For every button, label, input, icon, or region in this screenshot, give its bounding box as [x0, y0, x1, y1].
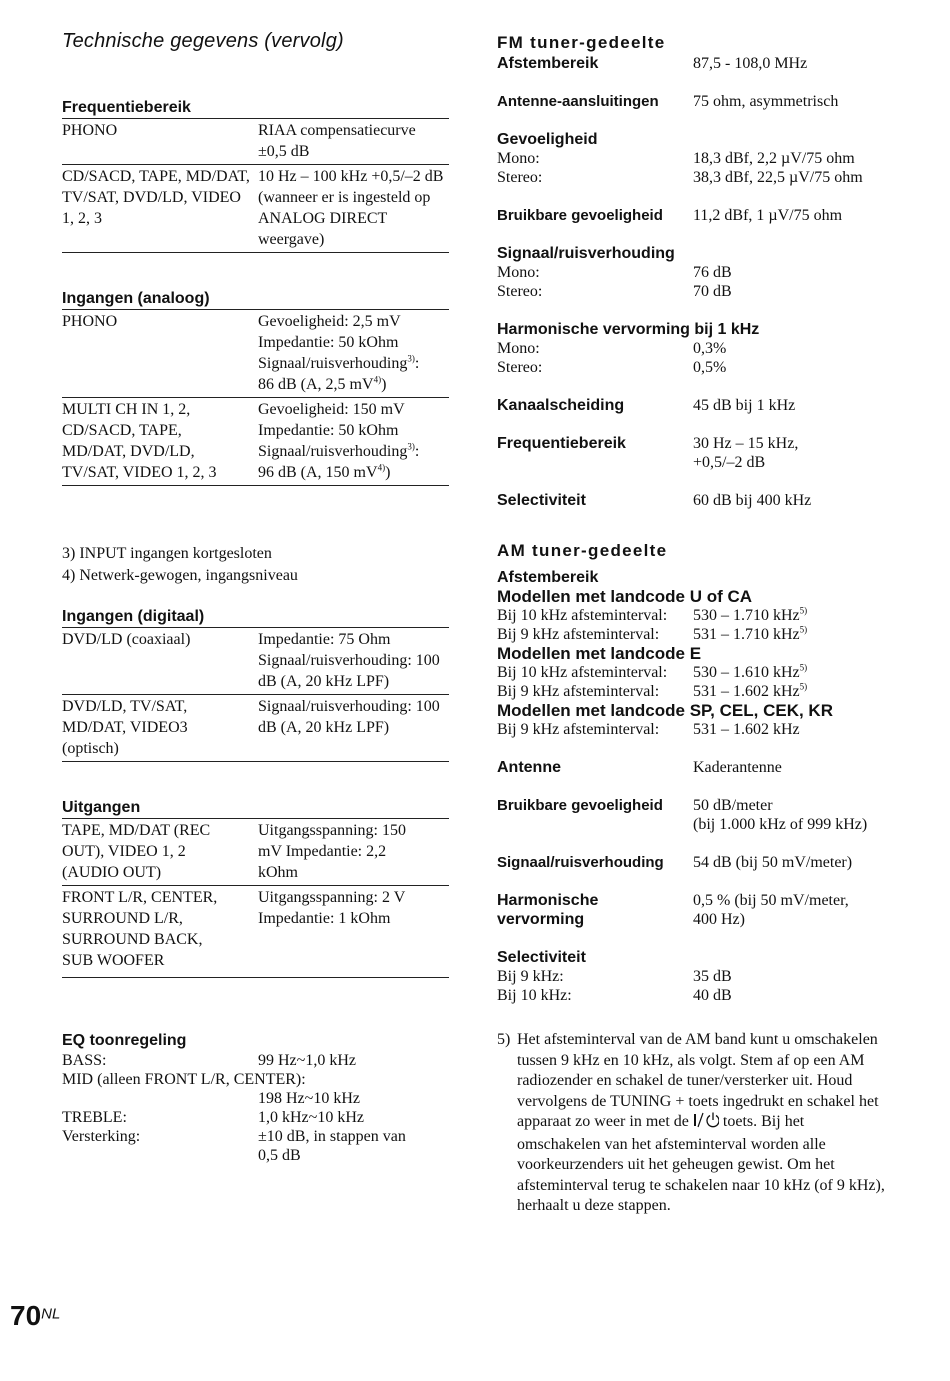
- footnotes: [62, 543, 449, 587]
- row-label: MULTI CH IN 1, 2, CD/SACD, TAPE, MD/DAT, DVD/LD, TV/SAT, VIDEO 1, 2, 3: [62, 401, 217, 481]
- spec-label: BASS:: [62, 1052, 107, 1069]
- row-label: PHONO: [62, 313, 118, 330]
- spec-value: 18,3 dBf, 2,2 µV/75 ohm: [693, 150, 855, 167]
- spec-row: [497, 434, 897, 472]
- row-label: TAPE, MD/DAT (REC OUT), VIDEO 1, 2 (AUDIO OUT): [62, 822, 211, 881]
- value-text: :: [414, 355, 420, 372]
- footnote-ref: 3): [407, 353, 415, 364]
- value-line: +0,5/–2 dB: [693, 454, 766, 471]
- value-text: ): [385, 464, 391, 481]
- value-text: 530 – 1.610 kHz: [693, 664, 800, 681]
- value-text: 86 dB (A, 2,5 mV: [258, 376, 374, 393]
- spec-label: Frequentiebereik: [497, 435, 626, 452]
- spec-value: 198 Hz~10 kHz: [258, 1090, 360, 1107]
- spec-value: Kaderantenne: [693, 759, 782, 776]
- footnote-number: 5): [497, 1031, 511, 1048]
- spec-value: [693, 682, 897, 701]
- row-value: Uitgangsspanning: 150 mV Impedantie: 2,2 kOhm: [258, 822, 406, 881]
- spec-line: [62, 1070, 449, 1089]
- value-line: (bij 1.000 kHz of 999 kHz): [693, 816, 868, 833]
- value-line: [258, 353, 449, 374]
- page-number-value: 70: [10, 1300, 42, 1331]
- value-line: Impedantie: 50 kOhm: [258, 334, 399, 351]
- spec-label: Bij 10 kHz afsteminterval:: [497, 664, 668, 681]
- spec-label: Bij 9 kHz afsteminterval:: [497, 626, 660, 643]
- footnote-ref: 5): [799, 662, 808, 673]
- value-text: Signaal/ruisverhouding: [258, 355, 408, 372]
- spec-line: [62, 1127, 449, 1165]
- page-language: NL: [41, 1305, 61, 1323]
- row-label: CD/SACD, TAPE, MD/DAT, TV/SAT, DVD/LD, VIDEO 1, 2, 3: [62, 168, 250, 227]
- spec-line: [497, 986, 897, 1005]
- spec-value: 70 dB: [693, 283, 732, 300]
- subsection-heading: Gevoeligheid: [497, 131, 598, 148]
- value-line: Gevoeligheid: 150 mV: [258, 401, 405, 418]
- footnote-text: [517, 1030, 889, 1217]
- spec-value: 0,3%: [693, 340, 727, 357]
- row-value: Signaal/ruisverhouding: 100 dB (A, 20 kHz LPF): [258, 698, 440, 736]
- section-heading: Uitgangen: [62, 799, 141, 816]
- row-value: 10 Hz – 100 kHz +0,5/–2 dB (wanneer er is ingesteld op ANALOG DIRECT weergave): [258, 168, 444, 248]
- spec-label: Stereo:: [497, 283, 543, 300]
- spec-row: [497, 396, 897, 415]
- section-title: FM tuner-gedeelte: [497, 33, 666, 52]
- spec-label: Bij 9 kHz afsteminterval:: [497, 683, 660, 700]
- spec-line: [497, 720, 897, 739]
- spec-row: [497, 206, 897, 225]
- spec-table: [62, 818, 449, 978]
- table-row: [62, 628, 449, 695]
- spec-value: 40 dB: [693, 987, 732, 1004]
- spec-label: [497, 891, 693, 929]
- spec-line: [497, 149, 897, 168]
- text-part: Het afsteminterval van de AM band kunt u omschakelen tussen 9 kHz en 10 kHz, als volgt. Stem af op een AM radiozender en schakel de tuner/versterker uit. Houd vervolgens de TUNING + toets ingedrukt en schakel het apparaat zo weer in met de: [517, 1031, 879, 1130]
- value-text: Signaal/ruisverhouding: [258, 443, 408, 460]
- spec-value: [693, 796, 897, 834]
- spec-value: 54 dB (bij 50 mV/meter): [693, 854, 853, 871]
- footnote-ref: 4): [373, 374, 382, 385]
- spec-label: MID (alleen FRONT L/R, CENTER):: [62, 1071, 306, 1088]
- spec-line: [497, 282, 897, 301]
- section-title: AM tuner-gedeelte: [497, 541, 668, 560]
- spec-label: Signaal/ruisverhouding: [497, 854, 664, 871]
- am-section: [497, 540, 897, 1005]
- outputs-section: [62, 798, 449, 978]
- row-label: DVD/LD (coaxiaal): [62, 631, 191, 648]
- spec-line: [497, 663, 897, 682]
- spec-row: [497, 92, 897, 111]
- table-row: [62, 398, 449, 486]
- spec-value: 38,3 dBf, 22,5 µV/75 ohm: [693, 169, 863, 186]
- spec-row: [497, 853, 897, 872]
- value-line: [258, 441, 449, 462]
- spec-table: [62, 309, 449, 486]
- spec-value: [693, 891, 897, 929]
- spec-label: Mono:: [497, 150, 540, 167]
- table-row: [62, 819, 449, 886]
- spec-value: 75 ohm, asymmetrisch: [693, 93, 839, 110]
- spec-label: Bij 10 kHz afsteminterval:: [497, 607, 668, 624]
- value-line: [258, 374, 449, 395]
- spec-value: 0,5%: [693, 359, 727, 376]
- subsection-heading: Afstembereik: [497, 569, 599, 586]
- spec-value: 35 dB: [693, 968, 732, 985]
- value-line: 0,5 % (bij 50 mV/meter,: [693, 892, 849, 909]
- footnote-ref: 3): [407, 441, 415, 452]
- spec-row: [497, 891, 897, 929]
- spec-label: Mono:: [497, 340, 540, 357]
- footnote-ref: 5): [799, 624, 808, 635]
- spec-value: 45 dB bij 1 kHz: [693, 397, 796, 414]
- subsection-heading: Modellen met landcode U of CA: [497, 587, 753, 606]
- footnote-ref: 5): [799, 605, 808, 616]
- section-heading: EQ toonregeling: [62, 1032, 187, 1049]
- page-number: [10, 1300, 60, 1332]
- spec-value: [693, 434, 897, 472]
- subsection-heading: Signaal/ruisverhouding: [497, 245, 675, 262]
- spec-label: Afstembereik: [497, 55, 599, 72]
- row-value: [258, 399, 449, 483]
- subsection-heading: Modellen met landcode SP, CEL, CEK, KR: [497, 701, 833, 720]
- section-heading: Frequentiebereik: [62, 99, 191, 116]
- table-row: [62, 165, 449, 253]
- subsection-heading: Selectiviteit: [497, 949, 586, 966]
- footnote: 4) Netwerk-gewogen, ingangsniveau: [62, 567, 298, 584]
- spec-label: Antenne-aansluitingen: [497, 93, 659, 110]
- footnote-body: [497, 1030, 889, 1217]
- spec-row: [497, 491, 897, 510]
- spec-value: 1,0 kHz~10 kHz: [258, 1109, 364, 1126]
- spec-value: 99 Hz~1,0 kHz: [258, 1052, 356, 1069]
- label-line: Harmonische: [497, 892, 599, 909]
- table-row: [62, 695, 449, 762]
- subsection-heading: Modellen met landcode E: [497, 644, 702, 663]
- section-heading: Ingangen (digitaal): [62, 608, 205, 625]
- subsection-heading: Harmonische vervorming bij 1 kHz: [497, 321, 760, 338]
- digital-inputs-section: [62, 607, 449, 762]
- fm-section: [497, 32, 897, 510]
- spec-label: Bij 9 kHz afsteminterval:: [497, 721, 660, 738]
- value-line: 400 Hz): [693, 911, 745, 928]
- spec-line: [497, 606, 897, 625]
- spec-value: [693, 606, 897, 625]
- label-line: vervorming: [497, 911, 585, 928]
- spec-line: [62, 1089, 449, 1108]
- footnote-5: [497, 1030, 889, 1217]
- spec-value: 87,5 - 108,0 MHz: [693, 55, 808, 72]
- spec-value: [693, 625, 897, 644]
- spec-label: Bij 10 kHz:: [497, 987, 572, 1004]
- spec-value: 76 dB: [693, 264, 732, 281]
- value-text: :: [414, 443, 420, 460]
- table-row: [62, 119, 449, 165]
- page-title: Technische gegevens (vervolg): [62, 30, 344, 52]
- spec-label: Bruikbare gevoeligheid: [497, 797, 663, 814]
- spec-value: 60 dB bij 400 kHz: [693, 492, 812, 509]
- spec-line: [497, 358, 897, 377]
- value-line: [258, 462, 449, 483]
- spec-label: Kanaalscheiding: [497, 397, 625, 414]
- footnote-ref: 5): [799, 681, 808, 692]
- value-line: Gevoeligheid: 2,5 mV: [258, 313, 401, 330]
- footnote-ref: 4): [377, 462, 386, 473]
- spec-row: [497, 758, 897, 777]
- spec-label: Bij 9 kHz:: [497, 968, 564, 985]
- spec-label: Bruikbare gevoeligheid: [497, 207, 663, 224]
- spec-line: [497, 682, 897, 701]
- spec-line: [497, 339, 897, 358]
- spec-line: [497, 263, 897, 282]
- spec-label: Versterking:: [62, 1128, 141, 1145]
- spec-line: [497, 168, 897, 187]
- spec-line: [497, 625, 897, 644]
- spec-line: [497, 967, 897, 986]
- frequency-section: [62, 98, 449, 253]
- section-heading: Ingangen (analoog): [62, 290, 210, 307]
- value-line: 30 Hz – 15 kHz,: [693, 435, 799, 452]
- value-line: Impedantie: 50 kOhm: [258, 422, 399, 439]
- spec-label: Stereo:: [497, 169, 543, 186]
- spacer: [62, 1089, 258, 1108]
- eq-section: [62, 1031, 449, 1165]
- spec-value: 11,2 dBf, 1 µV/75 ohm: [693, 207, 843, 224]
- row-value: RIAA compensatiecurve ±0,5 dB: [258, 122, 416, 160]
- value-text: 531 – 1.602 kHz: [693, 683, 800, 700]
- value-text: 530 – 1.710 kHz: [693, 607, 800, 624]
- spec-label: Selectiviteit: [497, 492, 586, 509]
- spec-row: [497, 54, 897, 73]
- row-label: PHONO: [62, 122, 118, 139]
- power-icon: [693, 1112, 719, 1135]
- spec-label: Stereo:: [497, 359, 543, 376]
- text-part: toets. Bij het omschakelen van het afsteminterval worden alle voorkeurzenders uit het geheugen gewist. Om het afsteminterval terug te schakelen naar 10 kHz (of 9 kHz), herhaalt u deze stappen.: [517, 1113, 885, 1214]
- spec-table: [62, 627, 449, 762]
- spec-value: [693, 663, 897, 682]
- spec-line: [62, 1108, 449, 1127]
- spec-line: [62, 1051, 449, 1070]
- value-text: 531 – 1.710 kHz: [693, 626, 800, 643]
- value-text: ): [381, 376, 387, 393]
- spec-label: TREBLE:: [62, 1109, 127, 1126]
- table-row: [62, 310, 449, 398]
- spec-row: [497, 796, 897, 834]
- row-value: Uitgangsspanning: 2 V Impedantie: 1 kOhm: [258, 889, 405, 927]
- spec-value: 531 – 1.602 kHz: [693, 721, 800, 738]
- row-label: DVD/LD, TV/SAT, MD/DAT, VIDEO3 (optisch): [62, 698, 188, 757]
- table-row: [62, 886, 449, 978]
- spec-label: Antenne: [497, 759, 561, 776]
- analog-inputs-section: [62, 289, 449, 486]
- row-value: [258, 311, 449, 395]
- spec-value: ±10 dB, in stappen van 0,5 dB: [258, 1128, 406, 1164]
- footnote: 3) INPUT ingangen kortgesloten: [62, 545, 272, 562]
- spec-label: Mono:: [497, 264, 540, 281]
- value-line: 50 dB/meter: [693, 797, 773, 814]
- row-label: FRONT L/R, CENTER, SURROUND L/R, SURROUND BACK, SUB WOOFER: [62, 889, 218, 969]
- value-text: 96 dB (A, 150 mV: [258, 464, 378, 481]
- row-value: Impedantie: 75 Ohm Signaal/ruisverhouding: 100 dB (A, 20 kHz LPF): [258, 631, 440, 690]
- spec-table: [62, 118, 449, 253]
